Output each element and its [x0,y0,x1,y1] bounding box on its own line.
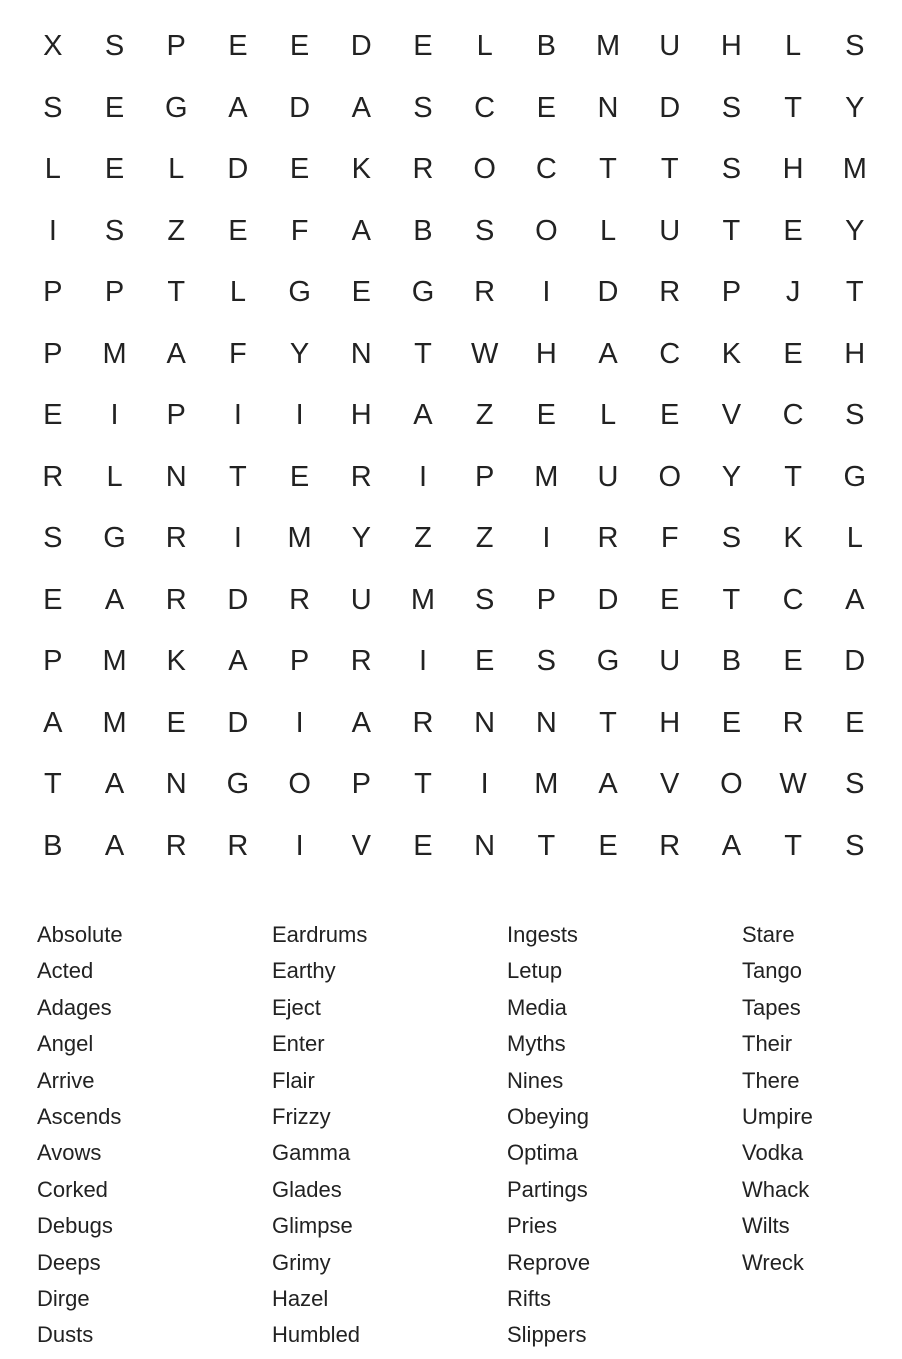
grid-cell[interactable]: J [785,276,801,309]
grid-cell[interactable]: K [721,337,742,370]
grid-cell[interactable]: P [721,276,742,309]
grid-cell[interactable]: E [660,399,680,432]
grid-cell[interactable]: E [413,829,433,862]
word-list-item: Grimy [272,1249,331,1275]
grid-cell[interactable]: E [289,153,310,186]
grid-cell[interactable]: A [104,583,125,616]
grid-cell[interactable]: A [351,214,371,247]
grid-cell[interactable]: I [295,399,304,432]
grid-cell[interactable]: E [104,153,125,186]
grid-cell[interactable]: R [782,706,804,739]
grid-cell[interactable]: R [42,460,64,493]
grid-cell[interactable]: V [721,399,742,432]
grid-cell[interactable]: P [166,30,186,63]
grid-cell[interactable]: L [168,153,185,186]
grid-cell[interactable]: U [659,645,681,678]
grid-cell[interactable]: D [227,583,249,616]
grid-cell[interactable]: K [166,645,186,678]
grid-cell[interactable]: P [43,645,63,678]
word-list-item: Humbled [272,1322,361,1348]
grid-cell[interactable]: T [784,91,802,124]
grid-cell[interactable]: H [782,153,804,186]
grid-cell[interactable]: C [782,399,804,432]
grid-cell[interactable]: S [104,214,125,247]
grid-cell[interactable]: T [537,829,556,862]
grid-cell[interactable]: T [599,153,617,186]
word-list-item: Pries [507,1213,558,1239]
grid-cell[interactable]: B [536,30,557,63]
grid-cell[interactable]: Y [845,91,865,124]
grid-cell[interactable]: Z [475,399,494,432]
grid-cell[interactable]: G [226,768,250,801]
word-list-item: Frizzy [272,1103,331,1129]
grid-cell[interactable]: M [102,645,127,678]
word-list-item: Stare [742,922,795,947]
grid-cell[interactable]: V [351,829,371,862]
word-list-item: Hazel [272,1285,329,1311]
grid-cell[interactable]: T [167,276,186,309]
grid-row [22,447,886,509]
grid-cell[interactable]: S [536,645,557,678]
grid-cell[interactable]: K [351,153,371,186]
grid-cell[interactable]: R [474,276,496,309]
grid-cell[interactable]: U [597,460,619,493]
word-list-item: Dusts [37,1322,94,1348]
grid-cell[interactable]: O [720,768,743,801]
grid-cell[interactable]: R [412,153,434,186]
word-list-item: Corked [37,1176,108,1202]
word-list-item: Debugs [37,1213,113,1239]
grid-cell[interactable]: R [289,583,311,616]
word-list-item: Gamma [272,1140,351,1166]
grid-cell[interactable]: M [102,337,127,370]
grid-cell[interactable]: H [535,337,557,370]
grid-cell[interactable]: E [351,276,371,309]
word-list-item: Enter [272,1031,325,1057]
grid-cell[interactable]: L [229,276,246,309]
grid-cell[interactable]: A [413,399,433,432]
grid-cell[interactable]: E [228,214,248,247]
grid-cell[interactable]: I [418,645,427,678]
word-list-item: Avows [37,1140,102,1166]
grid-cell[interactable]: A [104,768,125,801]
grid-cell[interactable]: G [411,276,435,309]
grid-cell[interactable]: D [227,706,249,739]
word-list-item: Slippers [507,1322,587,1348]
grid-cell[interactable]: F [660,522,679,555]
grid-cell[interactable]: N [474,829,496,862]
grid-cell[interactable]: E [783,337,803,370]
grid-cell[interactable]: R [227,829,249,862]
word-list-item: Earthy [272,958,336,984]
word-list-item: Flair [272,1067,315,1093]
grid-cell[interactable]: I [48,214,57,247]
word-list-item: Obeying [507,1103,589,1129]
grid-cell[interactable]: I [542,276,551,309]
grid-cell[interactable]: A [845,583,865,616]
word-list-item: Wreck [742,1249,804,1275]
grid-row [22,324,886,386]
grid-cell[interactable]: T [784,829,802,862]
word-list-item: Glades [272,1176,342,1202]
grid-cell[interactable]: T [43,768,62,801]
grid-cell[interactable]: Z [414,522,432,555]
grid-cell[interactable]: F [290,214,309,247]
grid-cell[interactable]: T [229,460,247,493]
grid-cell[interactable]: Y [289,337,310,370]
word-list-item: Whack [742,1176,810,1202]
grid-cell[interactable]: T [722,214,741,247]
grid-cell[interactable]: S [721,522,742,555]
grid-cell[interactable]: V [660,768,680,801]
grid-row [22,78,886,140]
grid-cell[interactable]: E [598,829,618,862]
word-list-item: Wilts [742,1213,790,1239]
grid-row [22,631,886,693]
word-list-item: Vodka [742,1140,804,1166]
grid-cell[interactable]: I [110,399,119,432]
grid-cell[interactable]: P [289,645,310,678]
word-list-item: Glimpse [272,1213,353,1239]
grid-cell[interactable]: U [350,583,372,616]
grid-cell[interactable]: H [720,30,742,63]
word-list-item: Arrive [37,1067,95,1093]
grid-cell[interactable]: W [470,337,499,370]
word-list-item: Eject [272,994,321,1020]
grid-cell[interactable]: L [599,214,617,247]
grid-cell[interactable]: E [166,706,186,739]
grid-cell[interactable]: W [779,768,807,801]
word-list-column [507,917,742,1354]
word-list-column [272,917,507,1354]
grid-cell[interactable]: S [845,399,865,432]
grid-cell[interactable]: D [227,153,249,186]
grid-cell[interactable]: P [43,276,63,309]
grid-cell[interactable]: S [845,30,865,63]
grid-cell[interactable]: I [295,829,304,862]
grid-cell[interactable]: T [414,337,432,370]
grid-cell[interactable]: B [721,645,742,678]
grid-cell[interactable]: A [228,91,248,124]
grid-cell[interactable]: G [843,460,867,493]
word-list-item: Tango [742,958,802,984]
grid-cell[interactable]: I [233,522,242,555]
grid-cell[interactable]: I [542,522,551,555]
grid-cell[interactable]: N [597,91,619,124]
word-list-item: Eardrums [272,922,368,947]
grid-cell[interactable]: E [228,30,248,63]
grid-cell[interactable]: E [413,30,433,63]
grid-cell[interactable]: T [599,706,617,739]
grid-cell[interactable]: A [228,645,248,678]
grid-cell[interactable]: Y [845,214,865,247]
word-list-item: Nines [507,1067,564,1093]
grid-cell[interactable]: M [534,460,559,493]
grid-cell[interactable]: R [659,276,681,309]
grid-cell[interactable]: O [658,460,681,493]
grid-cell[interactable]: I [295,706,304,739]
grid-cell[interactable]: S [474,583,495,616]
grid-cell[interactable]: M [595,30,621,63]
grid-row [22,693,886,755]
grid-row [22,262,886,324]
grid-cell[interactable]: I [418,460,427,493]
word-list-item: Absolute [37,922,123,947]
grid-cell[interactable]: C [782,583,804,616]
grid-cell[interactable]: O [535,214,558,247]
word-list-item: Rifts [507,1285,551,1311]
grid-cell[interactable]: P [104,276,125,309]
grid-cell[interactable]: E [474,645,495,678]
grid-row [22,570,886,632]
grid-cell[interactable]: U [659,30,681,63]
grid-cell[interactable]: D [844,645,866,678]
grid-row [22,16,886,78]
grid-cell[interactable]: E [845,706,865,739]
word-list-item: Partings [507,1176,588,1202]
grid-cell[interactable]: S [721,153,742,186]
grid-cell[interactable]: L [106,460,123,493]
grid-cell[interactable]: A [43,706,63,739]
grid-cell[interactable]: A [104,829,125,862]
grid-cell[interactable]: K [783,522,803,555]
grid-cell[interactable]: M [287,522,312,555]
word-list-item: Letup [507,958,563,984]
word-list-item: Umpire [742,1103,813,1129]
grid-cell[interactable]: H [350,399,372,432]
grid-cell[interactable]: E [783,645,803,678]
grid-cell[interactable]: P [166,399,186,432]
grid-row [22,816,886,878]
grid-cell[interactable]: E [104,91,125,124]
grid-cell[interactable]: T [722,583,741,616]
grid-cell[interactable]: N [474,706,496,739]
grid-cell[interactable]: E [43,399,63,432]
grid-cell[interactable]: S [845,768,865,801]
grid-cell[interactable]: A [166,337,186,370]
grid-cell[interactable]: R [350,460,372,493]
grid-cell[interactable]: C [535,153,557,186]
word-list-column [37,917,272,1354]
grid-cell[interactable]: N [535,706,557,739]
grid-cell[interactable]: S [43,522,63,555]
grid-cell[interactable]: O [288,768,311,801]
grid-cell[interactable]: L [846,522,863,555]
grid-cell[interactable]: Z [475,522,494,555]
grid-cell[interactable]: Y [351,522,371,555]
grid-cell[interactable]: S [721,91,742,124]
grid-cell[interactable]: E [660,583,680,616]
grid-cell[interactable]: R [165,583,187,616]
word-list-item: Myths [507,1031,566,1057]
grid-row [22,754,886,816]
word-list-item: There [742,1067,800,1093]
grid-cell[interactable]: S [104,30,125,63]
grid-row [22,139,886,201]
grid-cell[interactable]: E [536,399,557,432]
grid-cell[interactable]: A [351,91,371,124]
grid-cell[interactable]: D [597,276,619,309]
word-list [37,917,892,1354]
grid-cell[interactable]: G [164,91,188,124]
grid-row [22,201,886,263]
grid-cell[interactable]: A [721,829,742,862]
word-list-item: Reprove [507,1249,591,1275]
grid-cell[interactable]: L [785,30,802,63]
grid-cell[interactable]: M [842,153,867,186]
grid-cell[interactable]: R [412,706,434,739]
grid-cell[interactable]: P [43,337,63,370]
grid-cell[interactable]: B [413,214,433,247]
grid-cell[interactable]: P [536,583,557,616]
grid-cell[interactable]: S [474,214,495,247]
grid-cell[interactable]: C [659,337,681,370]
grid-cell[interactable]: M [410,583,436,616]
grid-cell[interactable]: D [659,91,681,124]
grid-cell[interactable]: R [659,829,681,862]
word-list-item: Dirge [37,1285,90,1311]
grid-cell[interactable]: G [288,276,311,309]
grid-cell[interactable]: M [534,768,559,801]
grid-cell[interactable]: D [597,583,619,616]
grid-cell[interactable]: C [474,91,496,124]
grid-cell[interactable]: S [845,829,865,862]
grid-cell[interactable]: P [351,768,371,801]
letter-grid [22,16,886,877]
grid-cell[interactable]: F [229,337,247,370]
grid-cell[interactable]: T [784,460,802,493]
grid-cell[interactable]: A [351,706,371,739]
grid-cell[interactable]: H [659,706,681,739]
word-list-item: Angel [37,1031,94,1057]
grid-cell[interactable]: T [660,153,679,186]
grid-cell[interactable]: R [597,522,619,555]
grid-cell[interactable]: I [480,768,489,801]
grid-cell[interactable]: G [596,645,620,678]
word-list-item: Ascends [37,1103,122,1129]
grid-cell[interactable]: S [43,91,63,124]
grid-cell[interactable]: T [414,768,432,801]
grid-cell[interactable]: I [233,399,242,432]
grid-cell[interactable]: D [289,91,311,124]
word-list-item: Their [742,1031,793,1057]
grid-cell[interactable]: S [413,91,433,124]
grid-cell[interactable]: E [289,30,310,63]
grid-cell[interactable]: N [165,460,187,493]
grid-cell[interactable]: A [598,337,618,370]
grid-cell[interactable]: U [659,214,681,247]
grid-row [22,508,886,570]
word-list-item: Tapes [742,994,801,1020]
grid-cell[interactable]: M [102,706,127,739]
word-list-item: Ingests [507,922,578,947]
grid-cell[interactable]: X [43,30,63,63]
word-list-item: Acted [37,958,94,984]
grid-cell[interactable]: O [473,153,496,186]
grid-cell[interactable]: A [598,768,618,801]
grid-cell[interactable]: P [474,460,495,493]
grid-cell[interactable]: L [476,30,493,63]
grid-cell[interactable]: B [43,829,63,862]
grid-cell[interactable]: G [103,522,126,555]
word-list-column [742,917,892,1354]
grid-cell[interactable]: D [350,30,372,63]
grid-cell[interactable]: Z [167,214,186,247]
grid-cell[interactable]: L [599,399,617,432]
word-list-item: Deeps [37,1249,101,1275]
grid-cell[interactable]: N [165,768,187,801]
grid-cell[interactable]: R [165,522,187,555]
grid-cell[interactable]: E [43,583,63,616]
grid-cell[interactable]: Y [721,460,742,493]
grid-cell[interactable]: R [165,829,187,862]
word-list-item: Media [507,994,567,1020]
grid-cell[interactable]: R [350,645,372,678]
word-list-item: Optima [507,1140,578,1166]
grid-cell[interactable]: L [44,153,61,186]
grid-cell[interactable]: N [350,337,372,370]
grid-cell[interactable]: E [289,460,310,493]
grid-cell[interactable]: E [721,706,742,739]
grid-cell[interactable]: E [783,214,803,247]
grid-cell[interactable]: T [845,276,864,309]
word-list-item: Adages [37,994,112,1020]
grid-cell[interactable]: H [844,337,866,370]
grid-cell[interactable]: E [536,91,557,124]
grid-row [22,385,886,447]
